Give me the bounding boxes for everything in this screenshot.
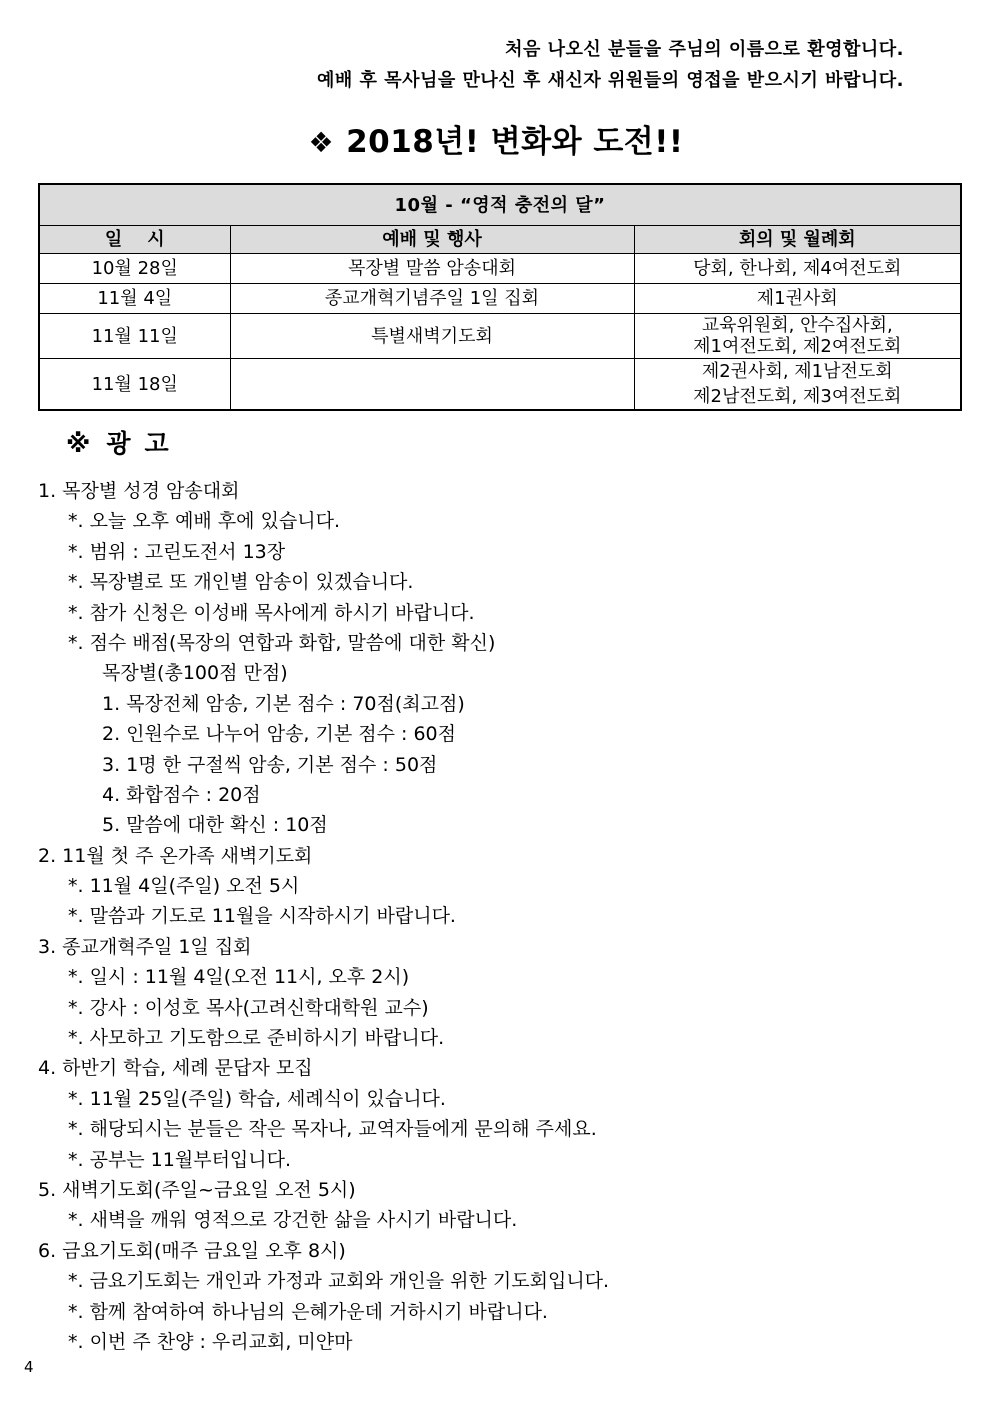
row-meeting-line: 제1권사회 — [756, 288, 838, 309]
table-row — [39, 359, 961, 411]
row-meeting-line: 제2남전도회, 제3여전도회 — [693, 386, 902, 407]
notice-item: *. 강사 : 이성호 목사(고려신학대학원 교수) — [68, 996, 429, 1019]
row-date: 11월 4일 — [39, 284, 230, 314]
notice-heading: 6. 금요기도회(매주 금요일 오후 8시) — [38, 1239, 346, 1262]
page-number: 4 — [24, 1358, 34, 1376]
schedule-header-row — [39, 226, 961, 254]
row-event: 목장별 말씀 암송대회 — [230, 254, 634, 284]
row-meeting — [634, 359, 961, 411]
header-event: 예배 및 행사 — [230, 226, 634, 254]
row-date: 11월 11일 — [39, 314, 230, 359]
header-meeting: 회의 및 월례회 — [634, 226, 961, 254]
ads-title-char-1: 광 — [106, 429, 133, 458]
ads-title-char-2: 고 — [144, 429, 171, 458]
welcome-message — [317, 34, 904, 96]
notice-heading: 5. 새벽기도회(주일~금요일 오전 5시) — [38, 1178, 356, 1201]
notice-item: *. 범위 : 고린도전서 13장 — [68, 540, 286, 563]
welcome-line-1: 처음 나오신 분들을 주님의 이름으로 환영합니다. — [505, 39, 904, 60]
notice-item: *. 점수 배점(목장의 연합과 화합, 말씀에 대한 확신) — [68, 631, 496, 654]
row-meeting-line: 교육위원회, 안수집사회, — [701, 315, 893, 336]
row-event — [230, 359, 634, 411]
notice-heading: 1. 목장별 성경 암송대회 — [38, 480, 240, 502]
row-meeting — [634, 314, 961, 359]
row-meeting — [634, 254, 961, 284]
row-event: 특별새벽기도회 — [230, 314, 634, 359]
row-meeting-line: 제1여전도회, 제2여전도회 — [693, 336, 902, 357]
notice-heading: 3. 종교개혁주일 1일 집회 — [38, 935, 252, 958]
notice-item: *. 목장별로 또 개인별 암송이 있겠습니다. — [68, 571, 414, 594]
notice-item: *. 오늘 오후 예배 후에 있습니다. — [68, 510, 341, 533]
page-title-text: 2018년! 변화와 도전!! — [346, 124, 684, 160]
page-title — [0, 116, 992, 161]
notice-item: *. 말씀과 기도로 11월을 시작하시기 바랍니다. — [68, 905, 456, 928]
row-meeting-line: 당회, 한나회, 제4여전도회 — [693, 258, 902, 279]
schedule-table — [38, 183, 962, 411]
notice-item: 3. 1명 한 구절씩 암송, 기본 점수 : 50점 — [102, 753, 438, 776]
diamond-icon: ❖ — [308, 126, 335, 159]
notice-item: *. 해당되시는 분들은 작은 목자나, 교역자들에게 문의해 주세요. — [68, 1118, 597, 1141]
notice-list — [38, 476, 958, 1357]
notice-heading: 2. 11월 첫 주 온가족 새벽기도회 — [38, 844, 313, 867]
table-row — [39, 314, 961, 359]
notice-item: *. 금요기도회는 개인과 가정과 교회와 개인을 위한 기도회입니다. — [68, 1270, 610, 1293]
reference-mark-icon: ※ — [66, 429, 93, 458]
notice-item: *. 사모하고 기도함으로 준비하시기 바랍니다. — [68, 1027, 445, 1050]
notice-item: 5. 말씀에 대한 확신 : 10점 — [102, 814, 328, 837]
notice-item: 목장별(총100점 만점) — [102, 662, 288, 685]
table-row — [39, 254, 961, 284]
schedule-month-title: 10월 - “영적 충전의 달” — [39, 184, 961, 226]
table-row — [39, 284, 961, 314]
notice-item: *. 참가 신청은 이성배 목사에게 하시기 바랍니다. — [68, 601, 475, 624]
notice-item: *. 일시 : 11월 4일(오전 11시, 오후 2시) — [68, 966, 410, 989]
row-event: 종교개혁기념주일 1일 집회 — [230, 284, 634, 314]
notice-item: 2. 인원수로 나누어 암송, 기본 점수 : 60점 — [102, 723, 456, 746]
row-meeting-line: 제2권사회, 제1남전도회 — [701, 361, 893, 382]
row-meeting — [634, 284, 961, 314]
notice-item: 1. 목장전체 암송, 기본 점수 : 70점(최고점) — [102, 692, 465, 715]
notice-item: *. 11월 4일(주일) 오전 5시 — [68, 875, 300, 898]
row-date: 11월 18일 — [39, 359, 230, 411]
notice-item: *. 공부는 11월부터입니다. — [68, 1148, 292, 1171]
notice-item: *. 새벽을 깨워 영적으로 강건한 삶을 사시기 바랍니다. — [68, 1209, 518, 1232]
notice-item: *. 11월 25일(주일) 학습, 세례식이 있습니다. — [68, 1087, 446, 1110]
notice-item: 4. 화합점수 : 20점 — [102, 783, 261, 806]
row-date: 10월 28일 — [39, 254, 230, 284]
header-date: 일 시 — [39, 226, 230, 254]
notice-item: *. 이번 주 찬양 : 우리교회, 미얀마 — [68, 1330, 353, 1353]
notice-heading: 4. 하반기 학습, 세례 문답자 모집 — [38, 1057, 313, 1080]
welcome-line-2: 예배 후 목사님을 만나신 후 새신자 위원들의 영접을 받으시기 바랍니다. — [317, 70, 904, 91]
ads-section-title — [66, 424, 171, 460]
notice-item: *. 함께 참여하여 하나님의 은혜가운데 거하시기 바랍니다. — [68, 1300, 548, 1323]
schedule-month-row — [39, 184, 961, 226]
